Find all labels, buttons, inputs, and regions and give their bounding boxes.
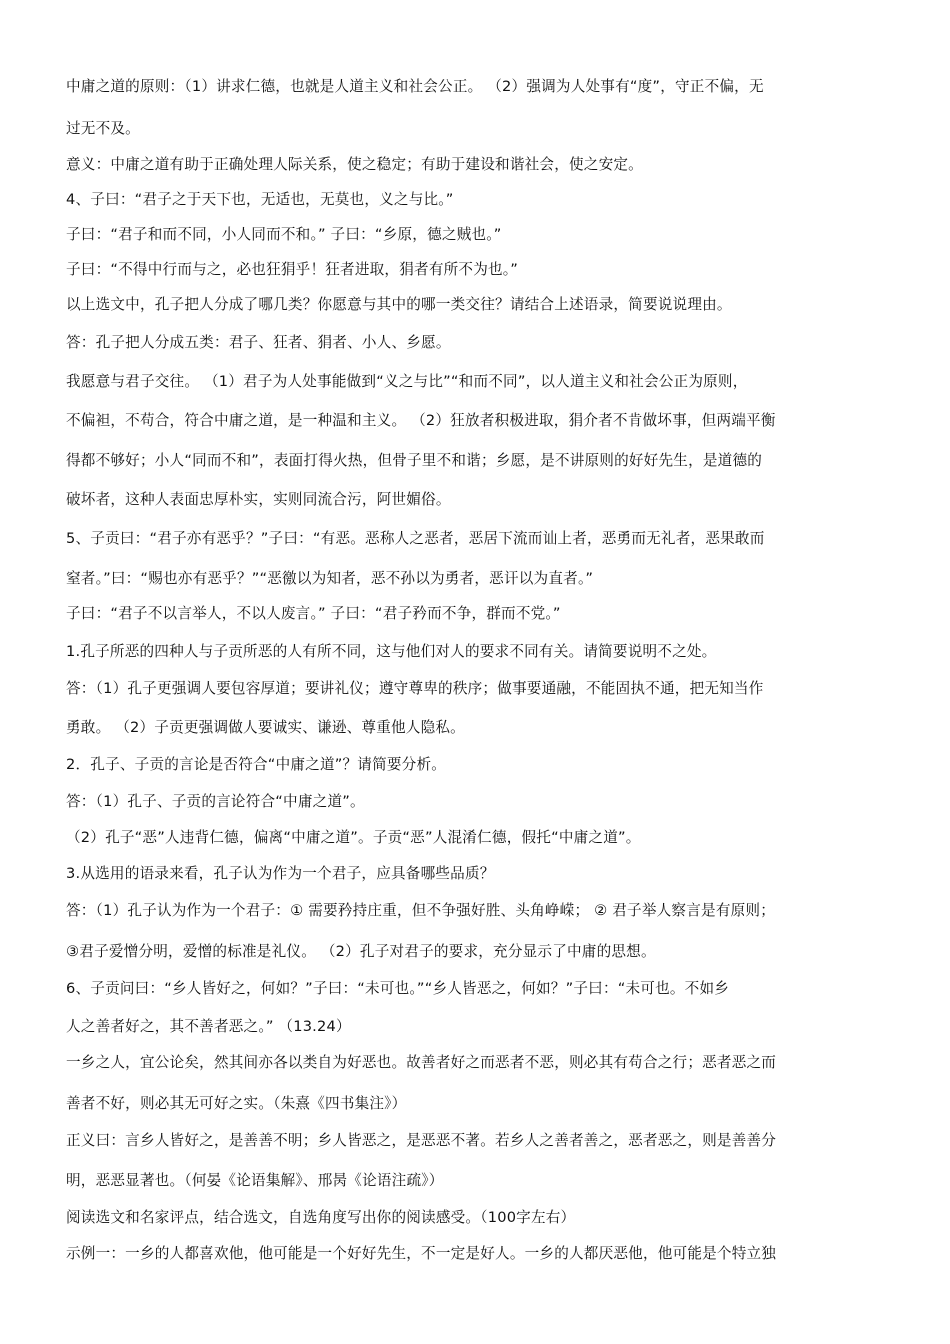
text-line: 善者不好，则必其无可好之实。（朱熹《四书集注》）	[66, 1095, 407, 1112]
text-line: 阅读选文和名家评点，结合选文，自选角度写出你的阅读感受。（100字左右）	[66, 1209, 576, 1226]
text-line: 2．孔子、子贡的言论是否符合“中庸之道”？请简要分析。	[66, 756, 447, 773]
text-line: 答：孔子把人分成五类：君子、狂者、狷者、小人、乡愿。	[66, 334, 451, 351]
text-line: 答：（1）孔子认为作为一个君子：① 需要矜持庄重，但不争强好胜、头角峥嵘； ② 君子举人察言是有原则；	[66, 902, 775, 919]
text-line: 破坏者，这种人表面忠厚朴实，实则同流合污，阿世媚俗。	[66, 491, 451, 508]
text-line: 1.孔子所恶的四种人与子贡所恶的人有所不同，这与他们对人的要求不同有关。请简要说明不之处。	[66, 643, 717, 660]
text-line: 答：（1）孔子更强调人要包容厚道；要讲礼仪；遵守尊卑的秩序；做事要通融，不能固执不通，把无知当作	[66, 680, 764, 697]
text-line: 得都不够好；小人“同而不和”，表面打得火热，但骨子里不和谐；乡愿，是不讲原则的好好先生，是道德的	[66, 452, 763, 469]
text-line: （2）孔子“恶”人违背仁德，偏离“中庸之道”。子贡“恶”人混淆仁德，假托“中庸之道”。	[66, 829, 641, 846]
text-line: 示例一：一乡的人都喜欢他，他可能是一个好好先生，不一定是好人。一乡的人都厌恶他，他可能是个特立独	[66, 1245, 777, 1262]
text-line: 答：（1）孔子、子贡的言论符合“中庸之道”。	[66, 793, 365, 810]
text-line: 以上选文中，孔子把人分成了哪几类？你愿意与其中的哪一类交往？请结合上述语录，简要说说理由。	[66, 296, 732, 313]
text-line: 子曰：“君子不以言举人，不以人废言。” 子曰：“君子矜而不争，群而不党。”	[66, 605, 561, 622]
text-line: 子曰：“君子和而不同，小人同而不和。” 子曰：“乡原，德之贼也。”	[66, 226, 502, 243]
text-line: 5、子贡曰：“君子亦有恶乎？”子曰：“有恶。恶称人之恶者，恶居下流而讪上者，恶勇而无礼者，恶果敢而	[66, 530, 765, 547]
text-line: 人之善者好之，其不善者恶之。” （13.24）	[66, 1018, 351, 1035]
text-line: 不偏袒，不苟合，符合中庸之道，是一种温和主义。 （2）狂放者积极进取，狷介者不肯做坏事，但两端平衡	[66, 412, 776, 429]
text-line: 子曰：“不得中行而与之，必也狂狷乎！狂者进取，狷者有所不为也。”	[66, 261, 519, 278]
text-line: 窒者。”曰：“赐也亦有恶乎？”“恶徼以为知者，恶不孙以为勇者，恶讦以为直者。”	[66, 570, 594, 587]
text-line: 勇敢。 （2）子贡更强调做人要诚实、谦逊、尊重他人隐私。	[66, 719, 465, 736]
text-line: 明，恶恶显著也。（何晏《论语集解》、邢昺《论语注疏》）	[66, 1172, 444, 1189]
text-line: 中庸之道的原则：（1）讲求仁德，也就是人道主义和社会公正。 （2）强调为人处事有“度”，守正不偏，无	[66, 78, 764, 95]
text-line: 4、子曰：“君子之于天下也，无适也，无莫也，义之与比。”	[66, 191, 454, 208]
text-line: 6、子贡问曰：“乡人皆好之，何如？”子曰：“未可也。”“乡人皆恶之，何如？”子曰：“未可也。不如乡	[66, 980, 730, 997]
text-line: 过无不及。	[66, 120, 140, 137]
text-line: 正义曰：言乡人皆好之，是善善不明；乡人皆恶之，是恶恶不著。若乡人之善者善之，恶者恶之，则是善善分	[66, 1132, 777, 1149]
text-line: 一乡之人，宜公论矣，然其间亦各以类自为好恶也。故善者好之而恶者不恶，则必其有苟合之行；恶者恶之而	[66, 1054, 777, 1071]
text-line: 3.从选用的语录来看，孔子认为作为一个君子，应具备哪些品质？	[66, 865, 495, 882]
text-line: 意义：中庸之道有助于正确处理人际关系，使之稳定；有助于建设和谐社会，使之安定。	[66, 156, 643, 173]
text-line: ③君子爱憎分明，爱憎的标准是礼仪。 （2）孔子对君子的要求，充分显示了中庸的思想。	[66, 943, 656, 960]
text-line: 我愿意与君子交往。 （1）君子为人处事能做到“义之与比”“和而不同”，以人道主义和社会公正为原则，	[66, 373, 748, 390]
